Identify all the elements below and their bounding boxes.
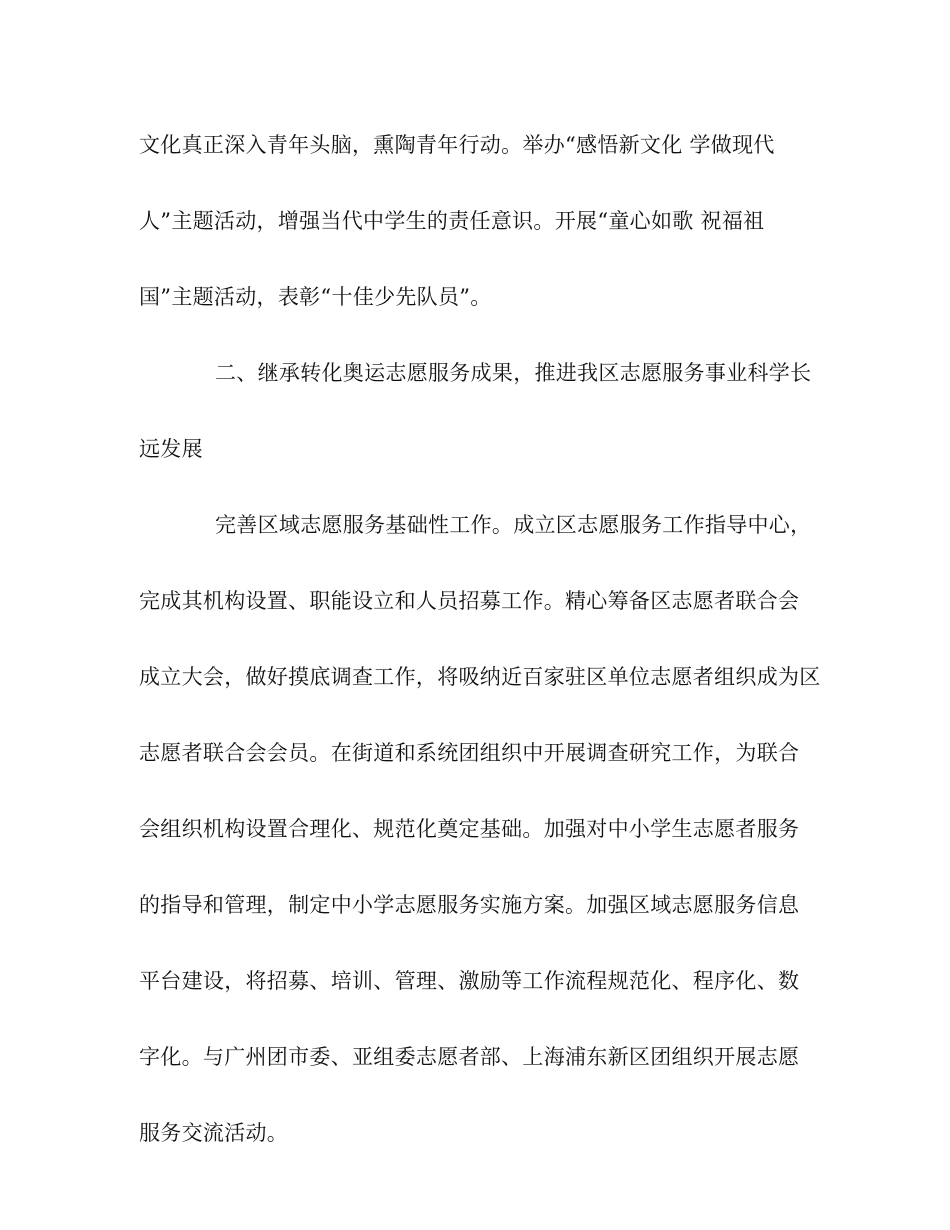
paragraph-culture-activities	[139, 126, 813, 316]
text-line: 完善区域志愿服务基础性工作。成立区志愿服务工作指导中心，	[215, 513, 812, 537]
text-line: 国”主题活动，表彰“十佳少先队员”。	[139, 285, 492, 309]
text-line: 文化真正深入青年头脑，熏陶青年行动。举办“感悟新文化 学做现代	[139, 133, 775, 157]
text-line: 志愿者联合会会员。在街道和系统团组织中开展调查研究工作，为联合	[139, 741, 800, 765]
text-line: 人”主题活动，增强当代中学生的责任意识。开展“童心如歌 祝福祖	[139, 209, 765, 233]
text-line: 成立大会，做好摸底调查工作，将吸纳近百家驻区单位志愿者组织成为区	[139, 665, 821, 689]
heading-line: 二、继承转化奥运志愿服务成果，推进我区志愿服务事业科学长	[215, 361, 812, 385]
text-line: 完成其机构设置、职能设立和人员招募工作。精心筹备区志愿者联合会	[139, 589, 800, 613]
text-line: 的指导和管理，制定中小学志愿服务实施方案。加强区域志愿服务信息	[139, 893, 800, 917]
text-line: 平台建设，将招募、培训、管理、激励等工作流程规范化、程序化、数	[139, 969, 800, 993]
heading-line: 远发展	[139, 437, 203, 461]
document-body	[139, 126, 821, 1152]
text-line: 会组织机构设置合理化、规范化奠定基础。加强对中小学生志愿者服务	[139, 817, 800, 841]
text-line: 字化。与广州团市委、亚组委志愿者部、上海浦东新区团组织开展志愿	[139, 1045, 800, 1069]
section-heading-two	[139, 354, 813, 468]
paragraph-volunteer-foundation	[139, 506, 821, 1152]
text-line: 服务交流活动。	[139, 1121, 289, 1145]
